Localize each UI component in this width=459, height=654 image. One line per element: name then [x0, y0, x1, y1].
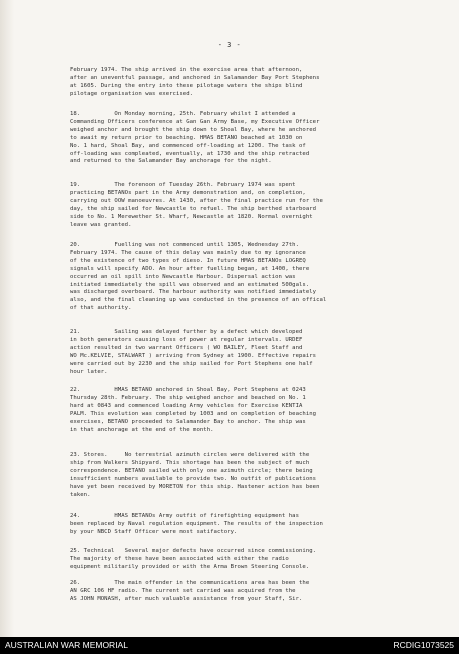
- paragraph-18: 18. On Monday morning, 25th. February whilst I attended a Commanding Officers conference at Gan Gan Army Base, my Executive Officer weighed anchor and brought the ship down to Shoal Bay, where he anchored to await my return prior to beaching. HMAS BETANO beached at 1030 on No. 1 hard, Shoal Bay, and commenced off-loading at 1200. The task of off-loading was compleated, eventually, at 1730 and the ship retracted and returned to the Salamander Bay anchorage for the night.: [70, 111, 320, 165]
- paragraph-22: 22. HMAS BETANO anchored in Shoal Bay, Port Stephens at 0243 Thursday 28th. February. The ship weighed anchor and beached on No. 1 hard at 0843 and commenced loading Army vehicles for Exercise KENTIA PALM. This evolution was completed by 1003 and on completion of beaching exercises, BETANO proceeded to Salamander Bay to anchor. The ship was in that anchorage at the end of the month.: [70, 387, 317, 433]
- document-id: RCDIG1073525: [393, 640, 454, 650]
- paragraph-25-technical: 25. Technical Several major defects have occurred since commissioning. The majority of these have been associated with either the radio equipment militarily provided or with the Arma Brown Steering Console.: [70, 548, 317, 570]
- paragraph-21: 21. Sailing was delayed further by a defect which developed in both generators causing loss of power at regular intervals. URDEF action resulted in two warrant Officers ( WO BAILEY, Fleet Staff and WO Mc.KELVIE, STALWART ) arriving from Sydney at 1900. Effective repairs were carried out by 2230 and the ship sailed for Port Stephens one half hour later.: [70, 329, 317, 375]
- paragraph-20: 20. Fuelling was not commenced until 1305, Wednesday 27th. February 1974. The cause of this delay was mainly due to my ignorance of the existence of two types of dieso. In future HMAS BETANOs LOGREQ signals will specify ADO. An hour after fuelling began, at 1400, there occurred an oil spill into Newcastle Harbour. Dispersal action was initiated immediately the spill was observed and an estimated 500gals. was discharged overboard. The harbour authority was notified immediately also, and the final cleaning up was conducted in the presence of an offical of that authority.: [70, 242, 327, 312]
- paragraph-17-continued: February 1974. The ship arrived in the exercise area that afternoon, after an uneventful passage, and anchored in Salamander Bay Port Stephens at 1605. During the entry into these pilotage waters the ships blind pilotage organisation was exercised.: [70, 67, 320, 97]
- archive-name: AUSTRALIAN WAR MEMORIAL: [5, 640, 128, 650]
- page-edge-shadow: [0, 0, 14, 637]
- page-number: - 3 -: [217, 41, 242, 49]
- paragraph-23-stores: 23. Stores. No terrestrial azimuth circles were delivered with the ship from Walkers Shipyard. This shortage has been the subject of much correspondence. BETANO sailed with only one azimuth circle; there being insufficient numbers available to provide two. No outfit of publications have yet been received by MORETON for this ship. Hastener action has been taken.: [70, 452, 320, 498]
- paragraph-19: 19. The forenoon of Tuesday 26th. February 1974 was spent practicing BETANOs part in the Army demonstration and, on completion, carrying out OOW manoeuvres. At 1430, after the final practice run for the day, the ship sailed for Newcastle to refuel. The ship berthed starboard side to No. 1 Merewether St. Wharf, Newcastle at 1820. Normal overnight leave was granted.: [70, 182, 323, 228]
- paragraph-24: 24. HMAS BETANOs Army outfit of firefighting equipment has been replaced by Naval regulation equipment. The results of the inspection by your NBCD Staff Officer were most satifactory.: [70, 513, 323, 535]
- paragraph-26: 26. The main offender in the communications area has been the AN GRC 106 HF radio. The current set carried was acquired from the AS JOHN MONASH, after much valuable assistance from your Staff, Sir.: [70, 580, 310, 602]
- archive-footer-bar: [0, 637, 459, 654]
